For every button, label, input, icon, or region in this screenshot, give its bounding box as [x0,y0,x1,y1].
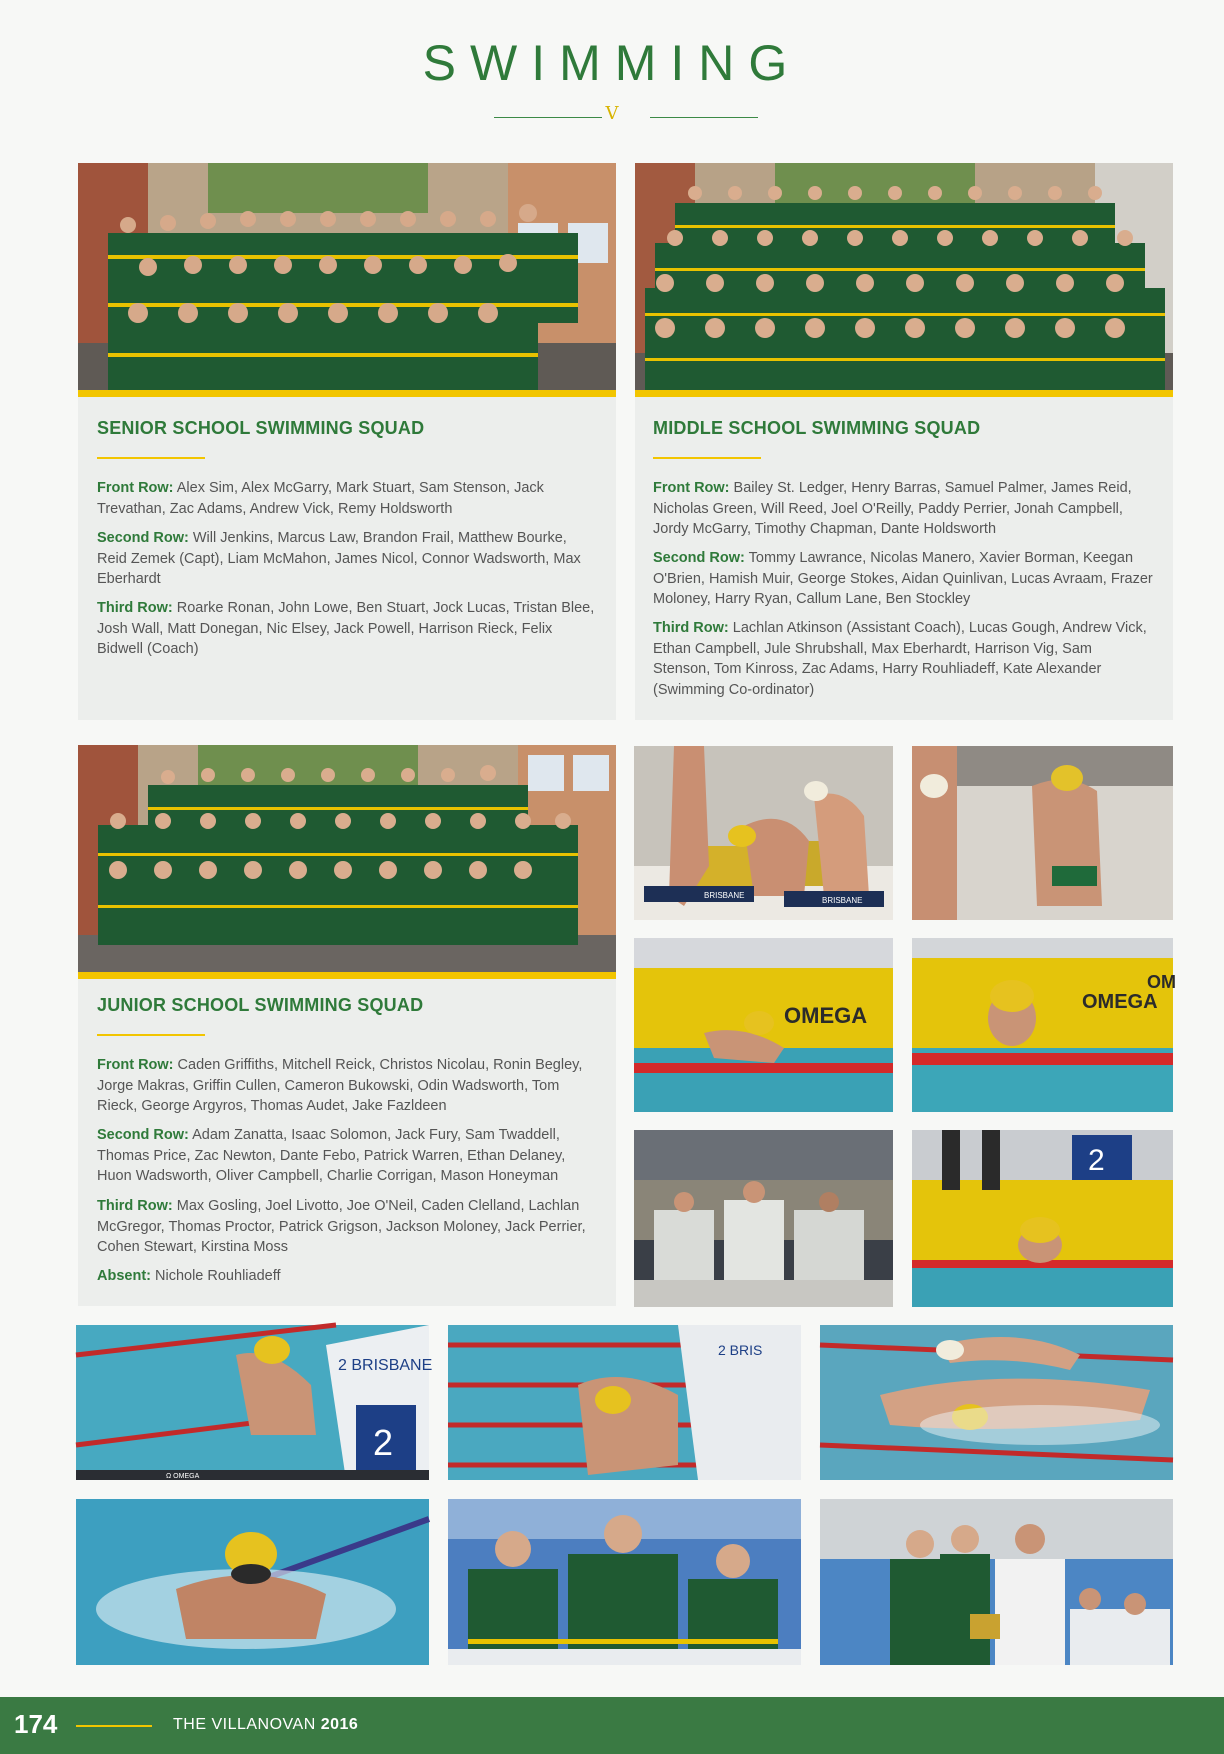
row-label: Second Row: [97,1127,189,1143]
three-swimmers-seated-photo [448,1499,801,1665]
row-label: Front Row: [97,480,174,496]
villanova-emblem-icon: V [605,103,619,124]
swimmer-smiling-photo [912,938,1176,1112]
block-brisbane-label: BRISBANE [704,891,745,900]
junior-squad-rule [97,1034,205,1036]
senior-squad-photo [78,163,616,390]
middle-front-row [653,478,1153,540]
junior-third-row [97,1196,597,1258]
row-names: Will Jenkins, Marcus Law, Brandon Frail, Matthew Bourke, Reid Zemek (Capt), Liam McMahon, James Nicol, Connor Wadsworth, Max Eberhardt [97,530,581,587]
swimmer-adjusting-goggles-photo [912,746,1173,920]
row-label: Third Row: [653,620,729,636]
lane-2-marker: 2 [1088,1144,1105,1177]
row-names: Tommy Lawrance, Nicolas Manero, Xavier Borman, Keegan O'Brien, Hamish Muir, George Stokes, Aidan Quinlivan, Lucas Avraam, Frazer Moloney, Harry Ryan, Callum Lane, Ben Stockley [653,550,1153,607]
junior-squad-title: JUNIOR SCHOOL SWIMMING SQUAD [97,995,424,1015]
row-names: Caden Griffiths, Mitchell Reick, Christos Nicolau, Ronin Begley, Jorge Makras, Griffin Cullen, Cameron Bukowski, Odin Wadsworth, Tom Rieck, George Argyros, Thomas Audet, Jake Fazldeen [97,1057,583,1114]
row-names: Nichole Rouhliadeff [155,1268,281,1284]
senior-photo-gold-bar [78,390,616,397]
row-label: Third Row: [97,600,173,616]
footer-rule [76,1725,152,1727]
omega-board-label: OMEGA [1082,991,1158,1013]
junior-second-row [97,1125,597,1187]
block-brisbane-label-2: BRISBANE [822,896,863,905]
page-number: 174 [14,1709,58,1739]
row-names: Bailey St. Ledger, Henry Barras, Samuel Palmer, James Reid, Nicholas Green, Will Reed, Joel O'Reilly, Paddy Perrier, Jonah Campbell, Jordy McGarry, Timothy Chapman, Dante Holdsworth [653,480,1132,537]
title-rule-right [650,117,758,118]
middle-squad-rule [653,457,761,459]
middle-second-row [653,548,1153,610]
swimmer-backstroke-swimming-photo [820,1325,1173,1480]
junior-photo-gold-bar [78,972,616,979]
row-label: Front Row: [97,1057,174,1073]
senior-squad-rule [97,457,205,459]
senior-squad-title: SENIOR SCHOOL SWIMMING SQUAD [97,418,425,438]
spectators-in-stands-photo [634,1130,893,1307]
publication-name [173,1716,358,1734]
omega-board-label-partial: OM [1147,972,1176,992]
swimmers-backstroke-start-photo [448,1325,801,1480]
senior-front-row [97,478,597,519]
middle-squad-title: MIDDLE SCHOOL SWIMMING SQUAD [653,418,981,438]
swimmer-by-lane-2-photo [912,1130,1173,1307]
row-names: Alex Sim, Alex McGarry, Mark Stuart, Sam Stenson, Jack Trevathan, Zac Adams, Andrew Vick, Remy Holdsworth [97,480,544,517]
brisbane-block-label: 2 BRISBANE [338,1357,433,1374]
senior-second-row [97,528,597,590]
lane-2-marker: 2 [373,1422,394,1463]
row-label: Second Row: [653,550,745,566]
row-names: Max Gosling, Joel Livotto, Joe O'Neil, Caden Clelland, Lachlan McGregor, Thomas Proctor, Patrick Grigson, Jackson Moloney, Jack Perrier, Cohen Stewart, Kirstina Moss [97,1198,586,1255]
row-label: Absent: [97,1268,151,1284]
trophy-presentation-photo [820,1499,1173,1665]
junior-squad-photo [78,745,616,972]
middle-third-row [653,618,1153,700]
title-rule-left [494,117,602,118]
swimmer-butterfly-photo [76,1499,429,1665]
middle-photo-gold-bar [635,390,1173,397]
swimmer-at-wall-photo [634,938,893,1112]
middle-squad-photo [635,163,1173,390]
publication-year: 2016 [320,1716,359,1733]
senior-third-row [97,598,597,660]
brisbane-block-label: 2 BRIS [718,1342,763,1358]
publication-title: THE VILLANOVAN [173,1716,316,1733]
row-label: Second Row: [97,530,189,546]
row-names: Lachlan Atkinson (Assistant Coach), Lucas Gough, Andrew Vick, Ethan Campbell, Jule Shrubshall, Max Eberhardt, Harrison Vig, Sam Stenson, Tom Kinross, Zac Adams, Harry Rouhliadeff, Kate Alexander (Swimming Co-ordinator) [653,620,1147,698]
starting-blocks-photo [634,746,893,920]
swimmer-backstroke-block-photo [76,1325,433,1480]
row-label: Front Row: [653,480,730,496]
row-names: Adam Zanatta, Isaac Solomon, Jack Fury, Sam Twaddell, Thomas Price, Zac Newton, Dante Febo, Patrick Warren, Ethan Delaney, Huon Wadsworth, Oliver Campbell, Charlie Corrigan, Mason Honeyman [97,1127,566,1184]
page-title: SWIMMING [422,35,802,91]
junior-absent [97,1266,597,1287]
junior-front-row [97,1055,597,1117]
omega-logo-label: Ω OMEGA [166,1473,200,1480]
row-names: Roarke Ronan, John Lowe, Ben Stuart, Jock Lucas, Tristan Blee, Josh Wall, Matt Donegan, Nic Elsey, Jack Powell, Harrison Rieck, Felix Bidwell (Coach) [97,600,595,657]
omega-board-label: OMEGA [784,1003,868,1028]
row-label: Third Row: [97,1198,173,1214]
